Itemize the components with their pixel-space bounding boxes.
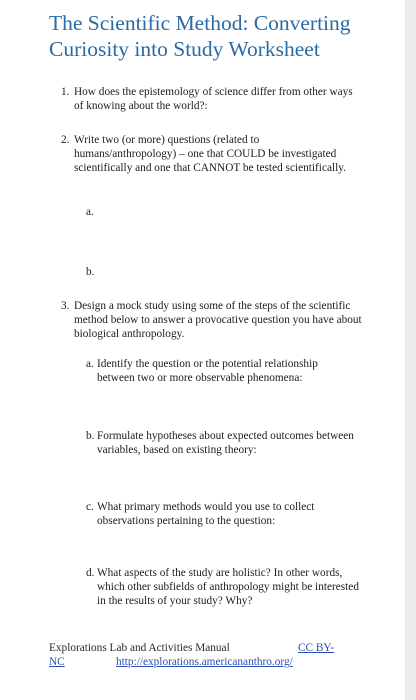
question-3 — [61, 299, 364, 341]
question-3a-letter: a. — [86, 358, 94, 370]
website-link[interactable]: http://explorations.americananthro.org/ — [116, 656, 293, 668]
question-3-text: Design a mock study using some of the steps of the scientific method below to answer a provocative question you have about biological anthropology. — [74, 300, 362, 340]
question-3a — [86, 357, 357, 385]
question-3b-letter: b. — [86, 430, 95, 442]
question-3c-text: What primary methods would you use to collect observations pertaining to the question: — [97, 501, 315, 527]
question-2 — [61, 133, 364, 175]
question-2b-letter: b. — [86, 266, 95, 278]
question-3d — [86, 566, 367, 608]
license-link-continued[interactable]: NC — [49, 656, 65, 668]
footer-manual-title: Explorations Lab and Activities Manual — [49, 642, 230, 654]
question-3b — [86, 429, 357, 457]
question-3b-text: Formulate hypotheses about expected outcomes between variables, based on existing theory: — [97, 430, 354, 456]
question-1-number: 1. — [61, 86, 70, 98]
question-3c — [86, 500, 357, 528]
question-2-text: Write two (or more) questions (related to humans/anthropology) – one that COULD be investigated scientifically and one that CANNOT be tested scientifically. — [74, 134, 346, 174]
question-1 — [61, 85, 364, 113]
question-3d-text: What aspects of the study are holistic? In other words, which other subfields of anthropology might be interested in the results of your study? Why? — [97, 567, 359, 607]
question-2-number: 2. — [61, 134, 70, 146]
page-title: The Scientific Method: Converting Curiosity into Study Worksheet — [49, 11, 351, 61]
question-3d-letter: d. — [86, 567, 95, 579]
page-edge — [405, 0, 416, 700]
license-link[interactable]: CC BY- — [298, 642, 335, 654]
question-3c-letter: c. — [86, 501, 94, 513]
question-3-number: 3. — [61, 300, 70, 312]
question-3a-text: Identify the question or the potential relationship between two or more observable phenomena: — [97, 358, 318, 384]
question-2a-letter: a. — [86, 206, 94, 218]
question-1-text: How does the epistemology of science differ from other ways of knowing about the world?: — [74, 86, 353, 112]
